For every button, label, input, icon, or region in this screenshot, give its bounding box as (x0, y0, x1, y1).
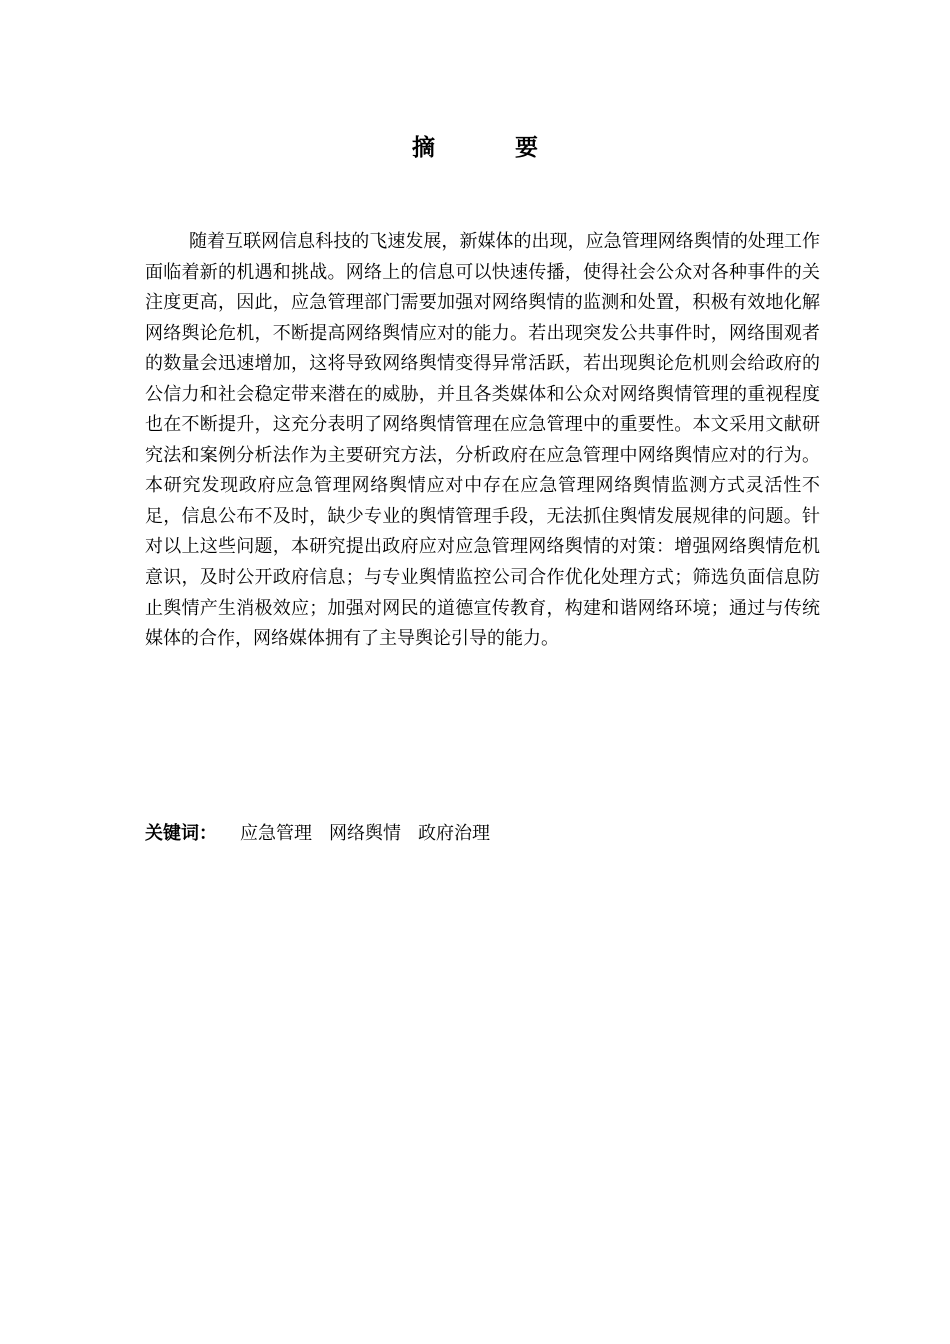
keywords-line (145, 819, 820, 849)
keyword-item: 政府治理 (418, 823, 490, 844)
abstract-paragraph: 随着互联网信息科技的飞速发展，新媒体的出现，应急管理网络舆情的处理工作面临着新的机遇和挑战。网络上的信息可以快速传播，使得社会公众对各种事件的关注度更高，因此，应急管理部门需要加强对网络舆情的监测和处置，积极有效地化解网络舆论危机，不断提高网络舆情应对的能力。若出现突发公共事件时，网络围观者的数量会迅速增加，这将导致网络舆情变得异常活跃，若出现舆论危机则会给政府的公信力和社会稳定带来潜在的威胁，并且各类媒体和公众对网络舆情管理的重视程度也在不断提升，这充分表明了网络舆情管理在应急管理中的重要性。本文采用文献研究法和案例分析法作为主要研究方法，分析政府在应急管理中网络舆情应对的行为。本研究发现政府应急管理网络舆情应对中存在应急管理网络舆情监测方式灵活性不足，信息公布不及时，缺少专业的舆情管理手段，无法抓住舆情发展规律的问题。针对以上这些问题，本研究提出政府应对应急管理网络舆情的对策：增强网络舆情危机意识，及时公开政府信息；与专业舆情监控公司合作优化处理方式；筛选负面信息防止舆情产生消极效应；加强对网民的道德宣传教育，构建和谐网络环境；通过与传统媒体的合作，网络媒体拥有了主导舆论引导的能力。 (145, 231, 820, 650)
keywords-label: 关键词： (145, 823, 217, 844)
keyword-item: 网络舆情 (329, 823, 401, 844)
page-title: 摘 要 (411, 135, 574, 161)
keyword-item: 应急管理 (240, 823, 312, 844)
